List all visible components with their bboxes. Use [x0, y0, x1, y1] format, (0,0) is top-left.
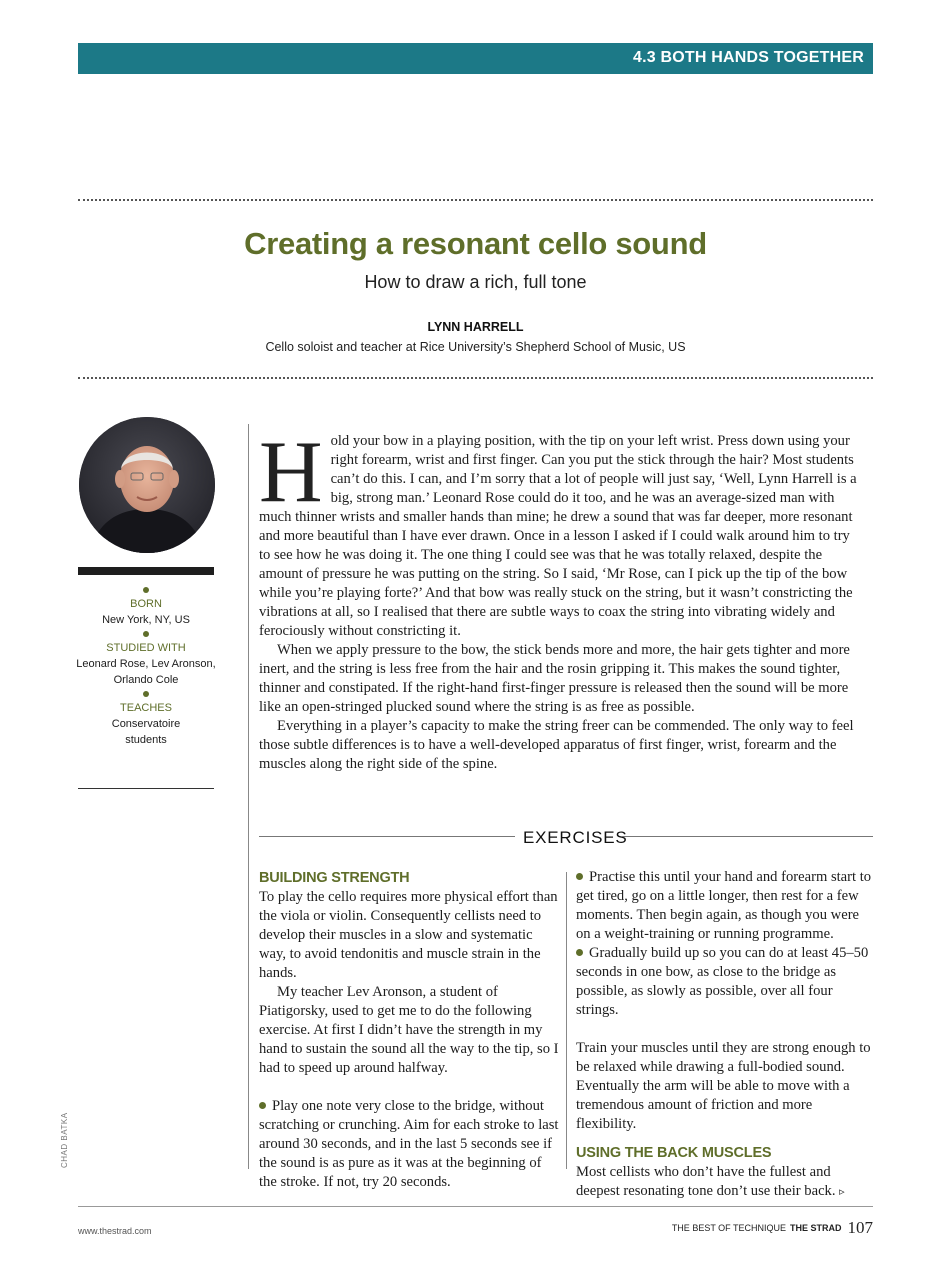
footer-url: www.thestrad.com	[78, 1226, 152, 1236]
teaches-label: TEACHES	[120, 702, 172, 714]
bullet-dot	[576, 873, 583, 880]
studied-label: STUDIED WITH	[106, 642, 186, 654]
back-muscles-heading: USING THE BACK MUSCLES	[576, 1145, 772, 1161]
body-paragraph-1	[259, 424, 859, 641]
footer-magazine: THE STRAD	[790, 1223, 842, 1233]
portrait-illustration	[79, 417, 215, 553]
exercise-paragraph: My teacher Lev Aronson, a student of Piatigorsky, used to get me to do the following exercise. At first I didn’t have the strength in my hand to sustain the sound all the way to the tip, so I had to speed up around halfway.	[259, 984, 559, 1076]
body-paragraph-1-text: old your bow in a playing position, with the tip on your left wrist. Press down using your right forearm, wrist and first finger. Can you put the stick through the hair? Most students can’t do this. I can, and I’m sorry that a lot of people will just say, ‘Well, Lynn Harrell is a big, strong man.’ Leonard Rose could do it too, and he was an average-sized man with much thinner wrists and smaller hands than mine; he drew a sound that was far deeper, more resonant and more beautiful than I have ever drawn. Once in a lesson I asked if I could walk around him to try to see how he was doing it. The one thing I could see was that he was totally relaxed, despite the amount of pressure he was putting on the string. So I said, ‘Mr Rose, can I pick up the tip of the bow while you’re playing forte?’ And that bow was really stuck on the string, but it wasn’t constricting the vibrations at all, so I realised that there are subtle ways to coax the string into vibrating widely and ferociously without constricting it.	[259, 433, 857, 639]
born-label: BORN	[130, 598, 162, 610]
exercises-column-divider	[566, 872, 567, 1169]
exercises-label: EXERCISES	[523, 828, 628, 847]
author-name: LYNN HARRELL	[427, 320, 524, 334]
article-title: Creating a resonant cello sound	[244, 226, 707, 261]
sidebar-bottom-rule	[78, 788, 214, 789]
bottom-dotted-divider	[78, 377, 873, 379]
studied-value-line1: Leonard Rose, Lev Aronson,	[76, 658, 216, 670]
drop-cap: H	[259, 424, 323, 521]
continue-arrow-icon: ▹	[839, 1186, 845, 1198]
sidebar-bar	[78, 567, 214, 575]
exercises-rule-left	[259, 836, 515, 837]
photo-credit: CHAD BATKA	[60, 1112, 69, 1168]
bullet-dot	[143, 631, 149, 637]
exercise-paragraph: Train your muscles until they are strong enough to be relaxed while drawing a full-bodied sound. Eventually the arm will be able to move with a tremendous amount of friction and more flexibility.	[576, 1040, 871, 1132]
section-header-bar	[78, 43, 873, 74]
page-number: 107	[847, 1218, 873, 1237]
top-dotted-divider	[78, 199, 873, 201]
teaches-value-line1: Conservatoire	[111, 718, 181, 730]
exercise-bullet: Gradually build up so you can do at least 45–50 seconds in one bow, as close to the bridge as possible, as slowly as possible, over all four strings.	[576, 945, 869, 1018]
column-divider	[248, 424, 249, 1169]
author-portrait	[79, 417, 215, 553]
born-value: New York, NY, US	[102, 614, 190, 626]
studied-value-line2: Orlando Cole	[113, 674, 179, 686]
body-paragraph-2: When we apply pressure to the bow, the stick bends more and more, the hair gets tighter and more inert, and the string is less free from the hair and the rosin gripping it. This makes the sound tighter, thinner and constipated. If the right-hand first-finger pressure is released then the sound will be more like an open-stringed plucked sound where the string is as free as possible.	[259, 642, 850, 715]
bullet-dot	[143, 691, 149, 697]
building-strength-heading: BUILDING STRENGTH	[259, 870, 410, 886]
footer-rule	[78, 1206, 873, 1207]
bullet-dot	[576, 949, 583, 956]
section-title: 4.3 BOTH HANDS TOGETHER	[633, 49, 864, 66]
exercises-heading	[259, 828, 873, 850]
author-role: Cello soloist and teacher at Rice University’s Shepherd School of Music, US	[265, 340, 686, 354]
exercises-rule-right	[621, 836, 873, 837]
bio-sidebar	[70, 584, 222, 748]
exercise-paragraph: To play the cello requires more physical effort than the viola or violin. Consequently cellists need to develop their muscles in a slow and systematic way, to avoid tendonitis and muscle strain in the hands.	[259, 889, 558, 981]
exercises-column-1	[259, 868, 559, 1192]
exercise-bullet: Play one note very close to the bridge, without scratching or crunching. Aim for each stroke to last around 30 seconds, and in the last 5 seconds see if the sound is as pure as it was at the beginning of the stroke. If not, try 20 seconds.	[259, 1098, 559, 1190]
body-paragraph-3: Everything in a player’s capacity to make the string freer can be commended. The only way to feel those subtle differences is to have a well-developed apparatus of first finger, wrist, forearm and the muscles along the right side of the spine.	[259, 718, 854, 772]
article-body	[259, 424, 859, 774]
exercise-bullet: Practise this until your hand and forearm start to get tired, go on a little longer, then rest for a few moments. Then begin again, as though you were on a weight-training or running programme.	[576, 869, 872, 942]
footer-folio	[672, 1218, 873, 1238]
exercises-column-2	[576, 868, 876, 1202]
footer-section: THE BEST OF TECHNIQUE	[671, 1223, 786, 1233]
bullet-dot	[143, 587, 149, 593]
article-subtitle: How to draw a rich, full tone	[364, 272, 587, 292]
teaches-value-line2: students	[125, 734, 167, 746]
bullet-dot	[259, 1102, 266, 1109]
exercise-paragraph: Most cellists who don’t have the fullest and deepest resonating tone don’t use their back. ▹	[576, 1164, 845, 1199]
